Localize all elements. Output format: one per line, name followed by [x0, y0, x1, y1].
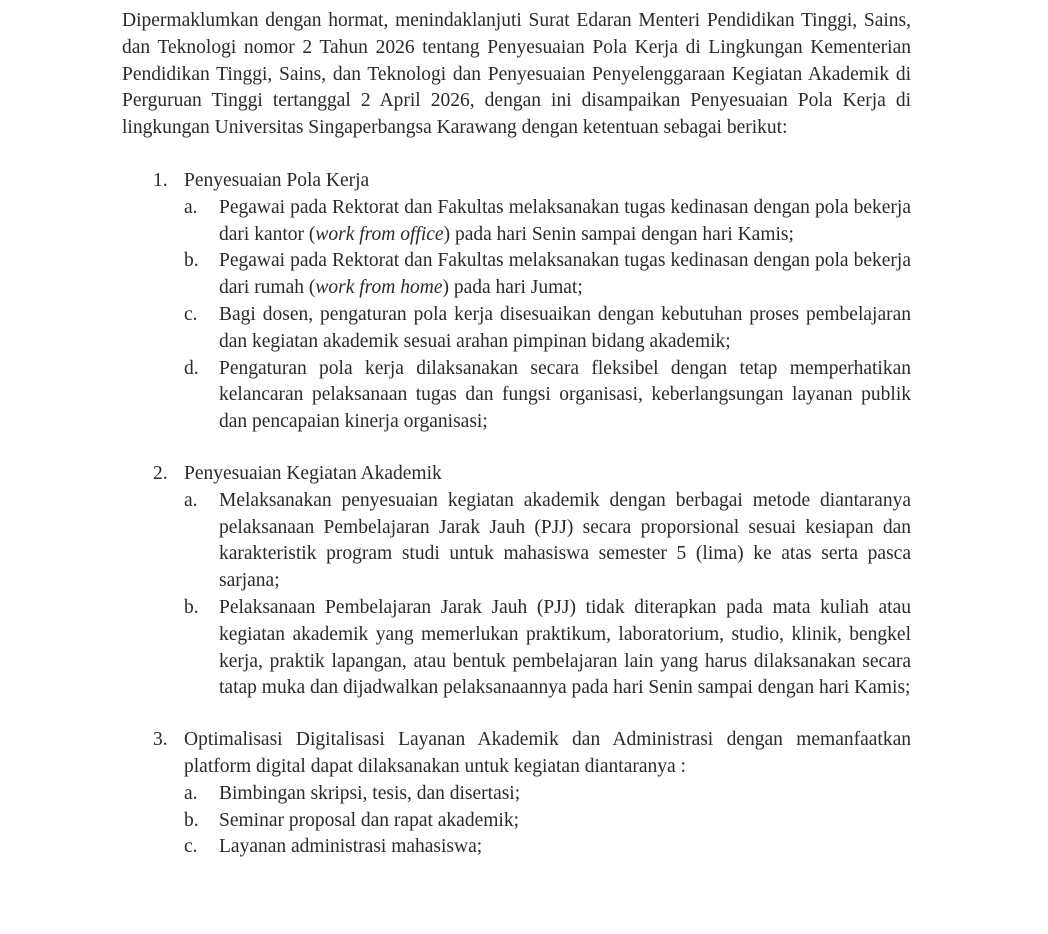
list-item: [184, 488, 911, 595]
item-text: Pegawai pada Rektorat dan Fakultas melaksanakan tugas kedinasan dengan pola bekerja dari kantor (: [219, 196, 911, 245]
item-italic-text: work from home: [315, 277, 443, 299]
item-letter: a.: [184, 782, 198, 804]
intro-paragraph: Dipermaklumkan dengan hormat, menindaklanjuti Surat Edaran Menteri Pendidikan Tinggi, Sains, dan Teknologi nomor 2 Tahun 2026 tentang Penyesuaian Pola Kerja di Lingkungan Kementerian Pendidikan Tinggi, Sains, dan Teknologi dan Penyesuaian Penyelenggaraan Kegiatan Akademik di Perguruan Tinggi tertanggal 2 April 2026, dengan ini disampaikan Penyesuaian Pola Kerja di lingkungan Universitas Singaperbangsa Karawang dengan ketentuan sebagai berikut:: [122, 10, 911, 139]
sub-list: [184, 195, 911, 436]
item-letter: c.: [184, 836, 198, 858]
section-title: Penyesuaian Pola Kerja: [184, 169, 370, 191]
sub-list: [184, 488, 911, 702]
item-text: Bimbingan skripsi, tesis, dan disertasi;: [219, 782, 521, 804]
item-text: Pengaturan pola kerja dilaksanakan secara fleksibel dengan tetap memperhatikan kelancaran pelaksanaan tugas dan fungsi organisasi, keberlangsungan layanan publik dan pencapaian kinerja organisasi;: [219, 357, 911, 433]
list-item: [184, 808, 911, 835]
section-title: Penyesuaian Kegiatan Akademik: [184, 462, 442, 484]
item-text-after: ) pada hari Senin sampai dengan hari Kamis;: [443, 223, 794, 245]
section-title: Optimalisasi Digitalisasi Layanan Akademik dan Administrasi dengan memanfaatkan platform digital dapat dilaksanakan untuk kegiatan diantaranya :: [184, 729, 911, 777]
item-text: Seminar proposal dan rapat akademik;: [219, 809, 519, 831]
sub-list: [184, 781, 911, 861]
item-letter: a.: [184, 489, 198, 511]
item-text: Layanan administrasi mahasiswa;: [219, 836, 483, 858]
list-item: [184, 595, 911, 702]
item-letter: b.: [184, 596, 199, 618]
section-3: [153, 727, 911, 861]
item-letter: a.: [184, 196, 198, 218]
item-letter: c.: [184, 303, 198, 325]
item-italic-text: work from office: [315, 223, 444, 245]
section-number: 1.: [153, 169, 168, 191]
item-letter: b.: [184, 809, 199, 831]
list-item: [184, 302, 911, 356]
list-item: [184, 195, 911, 249]
section-number: 3.: [153, 729, 168, 751]
item-letter: d.: [184, 357, 199, 379]
list-item: [184, 834, 911, 861]
list-item: [184, 248, 911, 302]
document-page: [122, 8, 911, 861]
section-2: [153, 461, 911, 702]
item-text: Bagi dosen, pengaturan pola kerja disesuaikan dengan kebutuhan proses pembelajaran dan kegiatan akademik sesuai arahan pimpinan bidang akademik;: [219, 303, 911, 352]
list-item: [184, 781, 911, 808]
item-text: Pegawai pada Rektorat dan Fakultas melaksanakan tugas kedinasan dengan pola bekerja dari rumah (: [219, 250, 911, 299]
section-number: 2.: [153, 462, 168, 484]
list-item: [184, 356, 911, 436]
section-1: [153, 168, 911, 436]
item-text-after: ) pada hari Jumat;: [442, 277, 583, 299]
item-text: Melaksanakan penyesuaian kegiatan akademik dengan berbagai metode diantaranya pelaksanaan Pembelajaran Jarak Jauh (PJJ) secara proporsional sesuai kesiapan dan karakteristik program studi untuk mahasiswa semester 5 (lima) ke atas serta pasca sarjana;: [219, 489, 911, 592]
item-letter: b.: [184, 250, 199, 272]
item-text: Pelaksanaan Pembelajaran Jarak Jauh (PJJ) tidak diterapkan pada mata kuliah atau kegiatan akademik yang memerlukan praktikum, laboratorium, studio, klinik, bengkel kerja, praktik lapangan, atau bentuk pembelajaran lain yang harus dilaksanakan secara tatap muka dan dijadwalkan pelaksanaannya pada hari Senin sampai dengan hari Kamis;: [219, 596, 911, 699]
